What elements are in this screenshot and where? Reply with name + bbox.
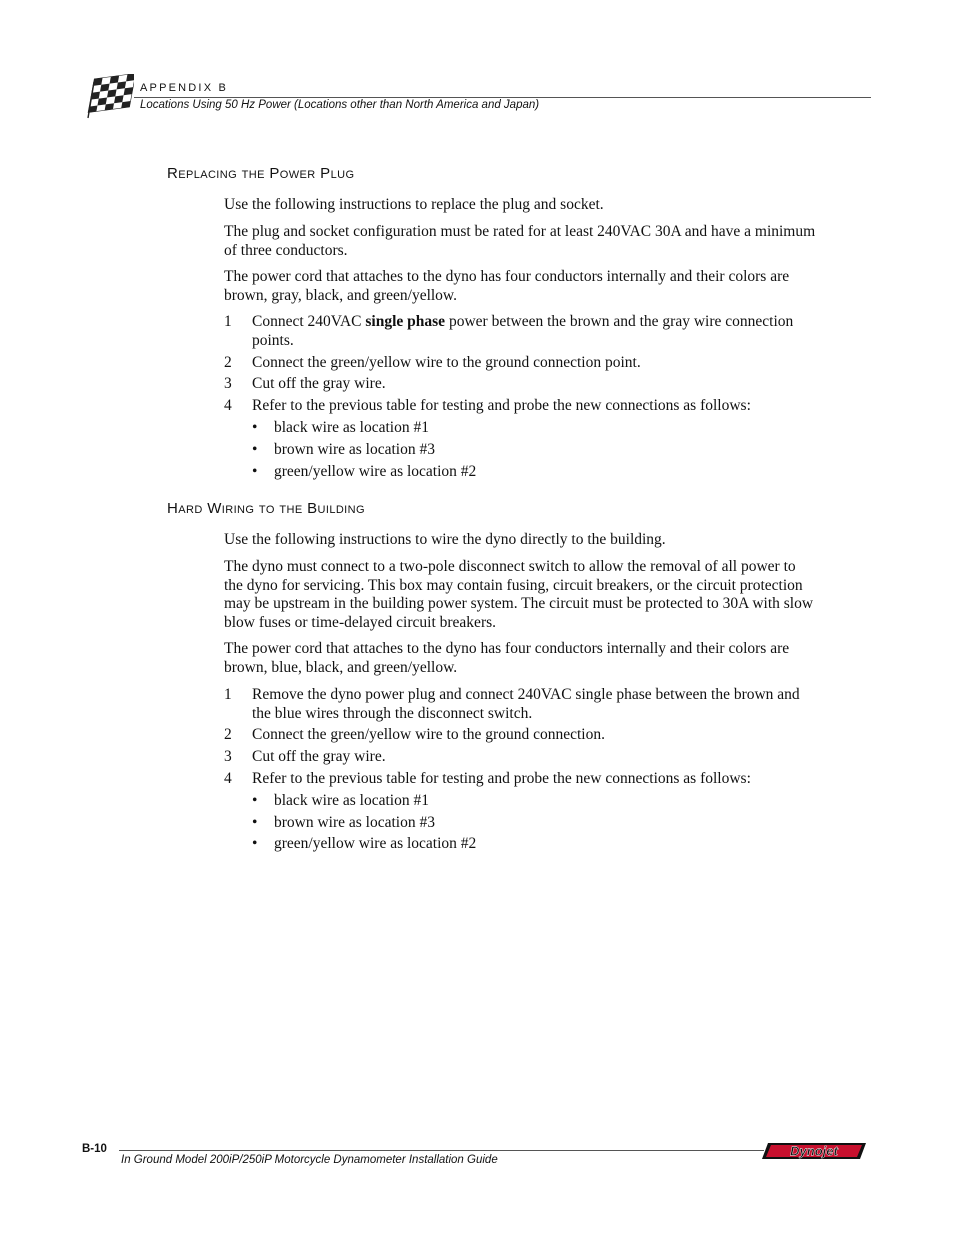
step-text: Cut off the gray wire. bbox=[252, 748, 386, 765]
emphasis-single-phase: single phase bbox=[365, 313, 446, 330]
paragraph: Use the following instructions to replace the plug and socket. bbox=[224, 196, 604, 213]
step-number: 2 bbox=[224, 354, 232, 371]
checkered-flag-icon bbox=[82, 74, 134, 120]
step-number: 3 bbox=[224, 375, 232, 392]
step-number: 3 bbox=[224, 748, 232, 765]
step-number: 1 bbox=[224, 313, 232, 330]
step-text: Connect 240VAC single phase power between the brown and the gray wire connection points. bbox=[252, 313, 794, 349]
bullet-text: brown wire as location #3 bbox=[274, 814, 435, 831]
bullet-glyph: • bbox=[252, 419, 258, 436]
bullet-text: brown wire as location #3 bbox=[274, 441, 435, 458]
footer-rule bbox=[119, 1150, 764, 1151]
paragraph: The power cord that attaches to the dyno has four conductors internally and their colors are brown, gray, black, and green/yellow. bbox=[224, 268, 790, 304]
bullet-glyph: • bbox=[252, 441, 258, 458]
step-text: Refer to the previous table for testing and probe the new connections as follows: bbox=[252, 397, 751, 414]
bullet-glyph: • bbox=[252, 835, 258, 852]
appendix-label: APPENDIX B bbox=[140, 82, 229, 94]
section-heading-replacing-power-plug: Replacing the Power Plug bbox=[167, 165, 355, 182]
step-text: Connect the green/yellow wire to the ground connection. bbox=[252, 726, 605, 743]
svg-text:Dynojet: Dynojet bbox=[790, 1143, 838, 1159]
step-text: Remove the dyno power plug and connect 240VAC single phase between the brown and the blue wires through the disconnect switch. bbox=[252, 686, 800, 722]
step-number: 1 bbox=[224, 686, 232, 703]
paragraph: Use the following instructions to wire the dyno directly to the building. bbox=[224, 531, 666, 548]
paragraph: The power cord that attaches to the dyno has four conductors internally and their colors are brown, blue, black, and green/yellow. bbox=[224, 640, 790, 676]
bullet-text: green/yellow wire as location #2 bbox=[274, 835, 477, 852]
bullet-text: black wire as location #1 bbox=[274, 419, 429, 436]
bullet-glyph: • bbox=[252, 463, 258, 480]
step-number: 2 bbox=[224, 726, 232, 743]
bullet-text: black wire as location #1 bbox=[274, 792, 429, 809]
step-text: Connect the green/yellow wire to the ground connection point. bbox=[252, 354, 641, 371]
bullet-glyph: • bbox=[252, 792, 258, 809]
bullet-text: green/yellow wire as location #2 bbox=[274, 463, 477, 480]
paragraph: The dyno must connect to a two-pole disconnect switch to allow the removal of all power to the dyno for servicing. This box may contain fusing, circuit breakers, or the circuit protection may be upstream in the building power system. The circuit must be protected to 30A with slow blow fuses or time-delayed circuit breakers. bbox=[224, 558, 814, 631]
bullet-glyph: • bbox=[252, 814, 258, 831]
dynojet-logo-icon bbox=[762, 1141, 866, 1161]
paragraph: The plug and socket configuration must be rated for at least 240VAC 30A and have a minimum of three conductors. bbox=[224, 223, 816, 259]
document-title: In Ground Model 200iP/250iP Motorcycle Dynamometer Installation Guide bbox=[121, 1154, 498, 1166]
step-number: 4 bbox=[224, 397, 232, 414]
step-text: Cut off the gray wire. bbox=[252, 375, 386, 392]
section-heading-hard-wiring: Hard Wiring to the Building bbox=[167, 500, 365, 517]
step-number: 4 bbox=[224, 770, 232, 787]
header-rule bbox=[134, 97, 871, 98]
step-text: Refer to the previous table for testing and probe the new connections as follows: bbox=[252, 770, 751, 787]
header-subtitle: Locations Using 50 Hz Power (Locations other than North America and Japan) bbox=[140, 99, 540, 111]
page-number: B-10 bbox=[82, 1143, 107, 1155]
